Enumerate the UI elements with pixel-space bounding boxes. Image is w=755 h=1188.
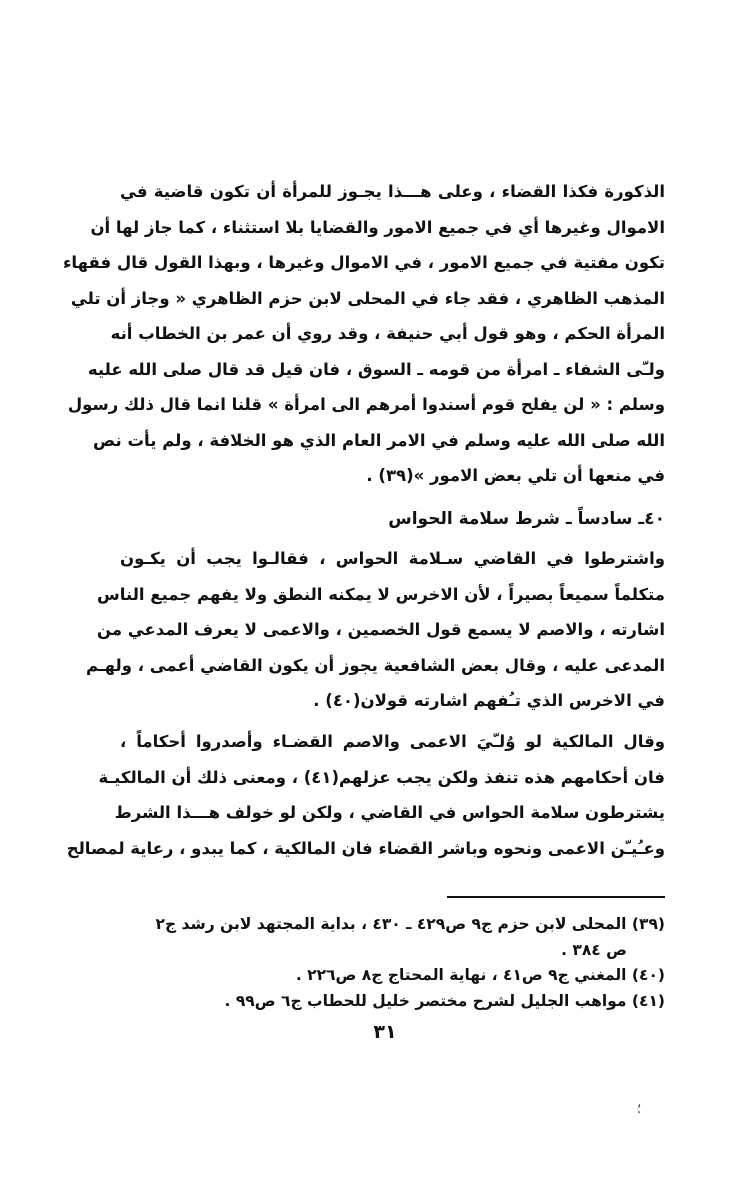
text-line: وقال المالكية لو وُلـّيَ الاعمى والاصم القضـاء وأصدروا أحكاماً ،: [120, 732, 665, 751]
text-line: وعـُيـّن الاعمى ونحوه وباشر القضاء فان المالكية ، كما يبدو ، رعاية لمصالح: [66, 838, 665, 858]
paragraph-maliki-view: [66, 724, 665, 866]
text-line: متكلماً سميعاً بصيراً ، لأن الاخرس لا يمكنه النطق ولا يفهم جميع الناس: [97, 584, 665, 604]
text-line: فان أحكامهم هذه تنفذ ولكن يجب عزلهم(٤١) ، ومعنى ذلك أن المالكيـة: [98, 767, 665, 787]
paragraph-senses-condition: [86, 541, 665, 719]
footnote-divider: [447, 896, 665, 898]
section-heading: ٤٠ـ سادساً ـ شرط سلامة الحواس: [388, 509, 665, 529]
text-line: المرأة الحكم ، وهو قول أبي حنيفة ، وقد روي أن عمر بن الخطاب أنه: [110, 324, 665, 343]
text-line: الذكورة فكذا القضاء ، وعلى هـــذا يجـوز للمرأة أن تكون قاضية في: [120, 182, 665, 201]
text-line: اشارته ، والاصم لا يسمع قول الخصمين ، والاعمى لا يعرف المدعي من: [97, 620, 665, 639]
text-line: وسلم : « لن يفلح قوم أسندوا أمرهم الى امرأة » قلنا انما قال ذلك رسول: [67, 395, 665, 414]
page-number: ٣١: [373, 1021, 397, 1043]
text-line: ولـّى الشفاء ـ امرأة من قومه ـ السوق ، فان قيل قد قال صلى الله عليه: [87, 359, 665, 379]
text-line: في منعها أن تلي بعض الامور »(٣٩) .: [366, 466, 665, 485]
paragraph-judgeship-women: [62, 174, 665, 494]
text-line: المذهب الظاهري ، فقد جاء في المحلى لابن حزم الظاهري « وجاز أن تلي: [70, 288, 665, 308]
footnote-line: ص ٣٨٤ .: [561, 940, 627, 959]
text-line: واشترطوا في القاضي سـلامة الحواس ، فقالـوا يجب أن يكـون: [120, 549, 665, 568]
text-line: المدعى عليه ، وقال بعض الشافعية يجوز أن يكون القاضي أعمى ، ولهـم: [86, 655, 665, 675]
footnote-line: (٣٩) المحلى لابن حزم ج٩ ص٤٢٩ ـ ٤٣٠ ، بداية المجتهد لابن رشد ج٢: [155, 915, 665, 933]
footnote-line: (٤١) مواهب الجليل لشرح مختصر خليل للحطاب ج٦ ص٩٩ .: [224, 991, 665, 1010]
text-line: الله صلى الله عليه وسلم في الامر العام الذي هو الخلافة ، ولم يأت نص: [93, 430, 665, 450]
footnote-line: (٤٠) المغني ج٩ ص٤١ ، نهاية المحتاج ج٨ ص٢٢٦ .: [295, 966, 665, 984]
text-line: الاموال وغيرها أي في جميع الامور والقضايا بلا استثناء ، كما جاز لها أن: [90, 217, 665, 237]
text-line: يشترطون سلامة الحواس في القاضي ، ولكن لو خولف هـــذا الشرط: [114, 803, 665, 822]
text-line: في الاخرس الذي تـُفهم اشارته قولان(٤٠) .: [313, 691, 665, 710]
text-line: تكون مفتية في جميع الامور ، في الاموال وغيرها ، وبهذا القول قال فقهاء: [62, 253, 665, 272]
corner-mark: ؛: [636, 1101, 642, 1117]
footnotes: [120, 912, 665, 1014]
